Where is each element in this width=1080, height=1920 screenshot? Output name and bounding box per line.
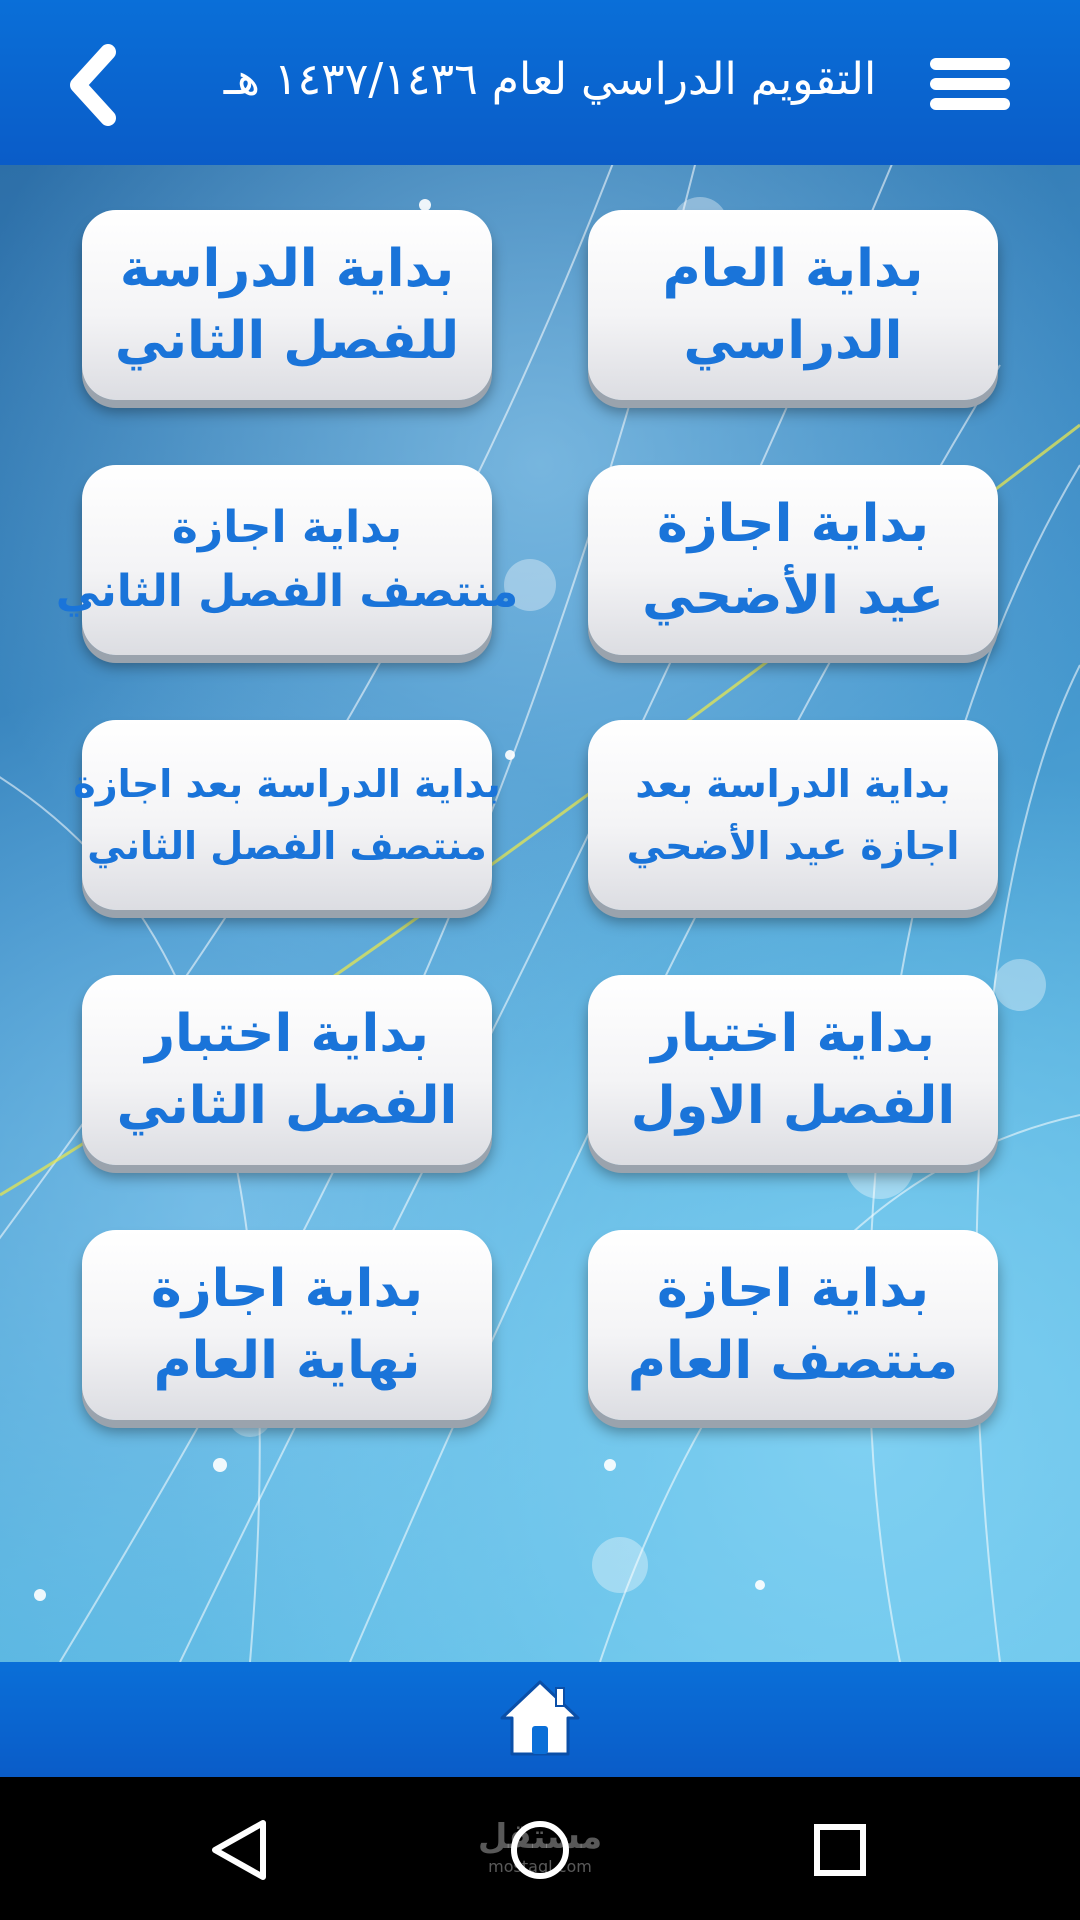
tile-study-after-mid-second-term-holiday[interactable] <box>73 720 501 910</box>
tile-line-1: بداية العام <box>662 239 924 299</box>
tile-line-2: للفصل الثاني <box>114 311 460 371</box>
tile-line-1: بداية الدراسة بعد اجازة <box>73 762 501 806</box>
bottom-app-bar <box>0 1662 1080 1777</box>
tile-study-after-eid-holiday[interactable] <box>588 720 998 910</box>
square-recent-apps-icon[interactable] <box>805 1815 875 1885</box>
tile-start-of-second-term-exam[interactable] <box>82 975 492 1165</box>
tile-line-2: اجازة عيد الأضحي <box>626 824 960 868</box>
tile-start-of-mid-second-term-holiday[interactable] <box>55 465 519 655</box>
tile-line-2: منتصف الفصل الثاني <box>87 824 487 868</box>
system-nav-bar <box>0 1777 1080 1920</box>
tile-line-1: بداية الدراسة بعد <box>635 762 951 806</box>
chevron-left-icon[interactable] <box>60 40 130 130</box>
triangle-back-icon[interactable] <box>205 1815 275 1885</box>
home-icon[interactable] <box>498 1676 582 1760</box>
tile-line-2: منتصف الفصل الثاني <box>55 566 519 617</box>
tile-line-2: عيد الأضحي <box>642 566 944 626</box>
tile-line-1: بداية اجازة <box>171 502 403 553</box>
tile-start-of-mid-year-holiday[interactable] <box>588 1230 998 1420</box>
tile-line-2: نهاية العام <box>153 1331 421 1391</box>
tile-start-of-academic-year[interactable] <box>588 210 998 400</box>
page-title: التقويم الدراسي لعام ١٤٣٧/١٤٣٦ هـ <box>223 54 877 105</box>
tile-start-of-eid-al-adha-holiday[interactable] <box>588 465 998 655</box>
app-header <box>0 0 1080 165</box>
tile-line-1: بداية اجازة <box>151 1259 424 1319</box>
main-content <box>0 165 1080 1662</box>
tile-line-2: الفصل الاول <box>630 1076 956 1136</box>
tile-line-2: منتصف العام <box>627 1331 959 1391</box>
tile-start-of-end-of-year-holiday[interactable] <box>82 1230 492 1420</box>
tile-line-1: بداية الدراسة <box>119 239 455 299</box>
tile-line-1: بداية اجازة <box>657 1259 930 1319</box>
tile-line-2: الدراسي <box>683 311 903 371</box>
tile-line-2: الفصل الثاني <box>116 1076 458 1136</box>
watermark <box>470 1817 610 1887</box>
tile-start-of-first-term-exam[interactable] <box>588 975 998 1165</box>
hamburger-menu-icon[interactable] <box>930 58 1010 116</box>
watermark-arabic: مستقل <box>477 1817 603 1857</box>
tile-line-1: بداية اختبار <box>145 1004 429 1064</box>
tile-start-of-second-term[interactable] <box>82 210 492 400</box>
tile-line-1: بداية اختبار <box>651 1004 935 1064</box>
watermark-latin: mostaql.com <box>488 1857 592 1876</box>
tile-line-1: بداية اجازة <box>657 494 930 554</box>
